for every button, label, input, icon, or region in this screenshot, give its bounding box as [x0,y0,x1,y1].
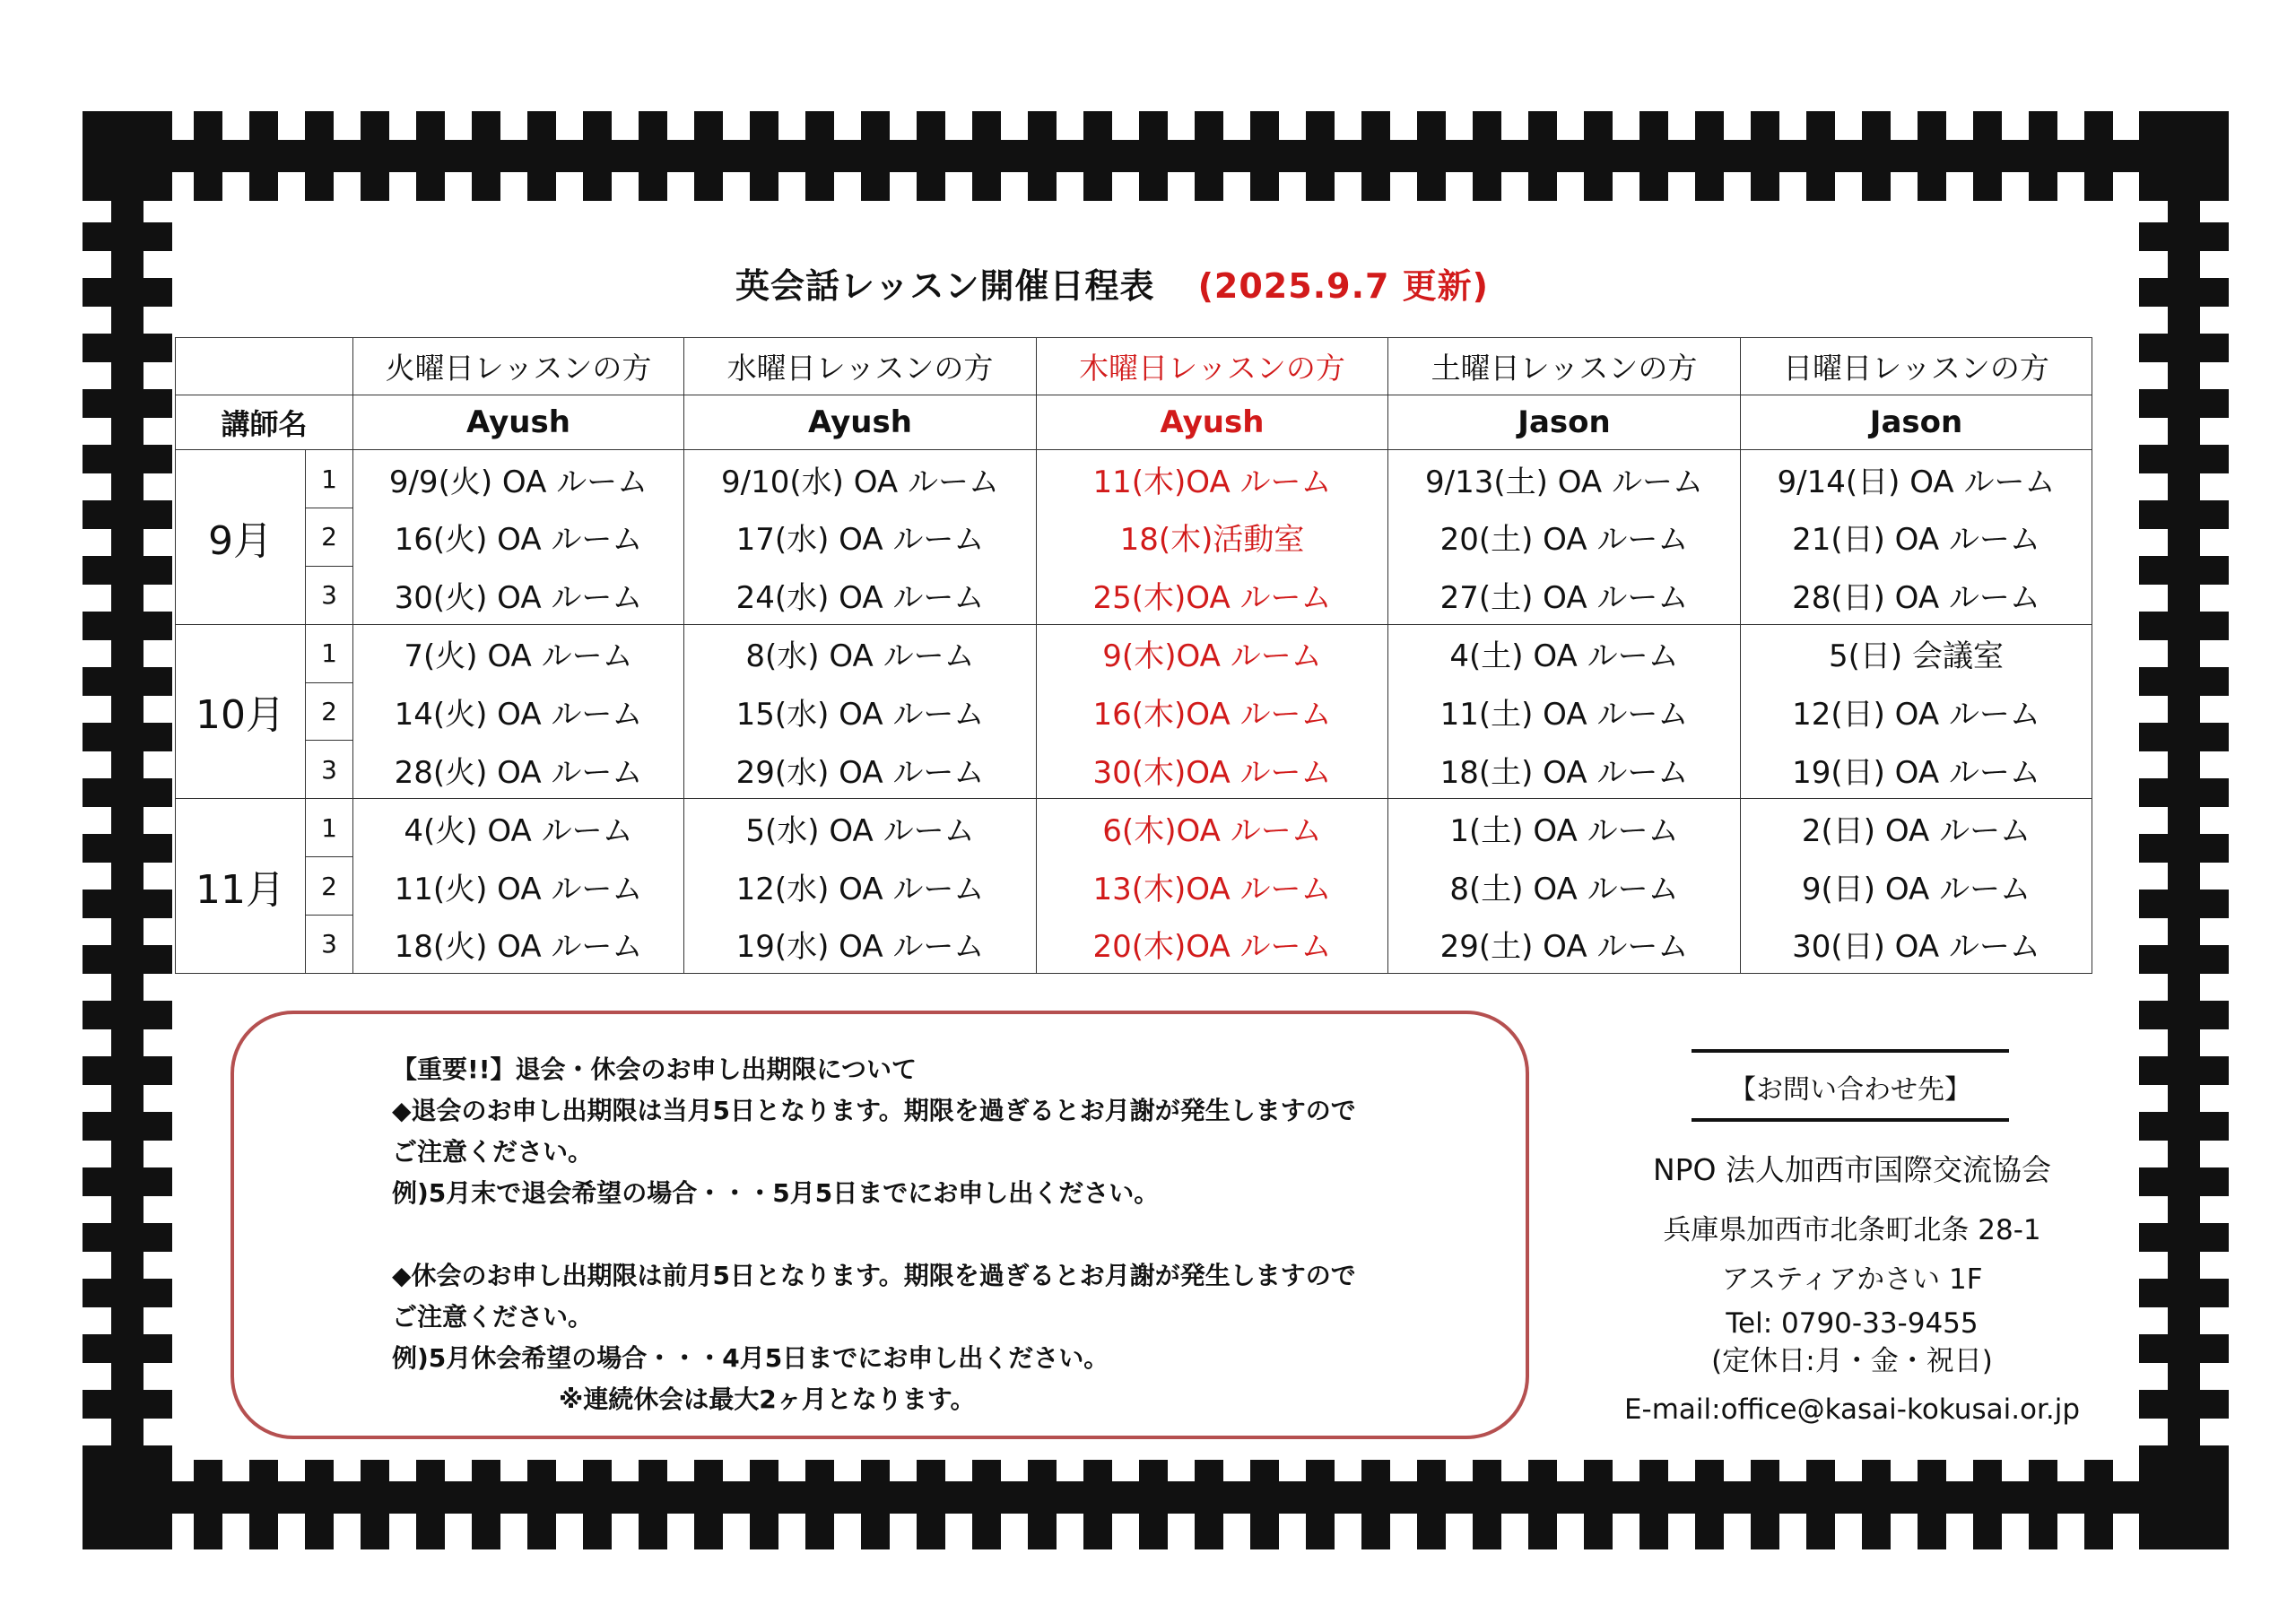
border-tooth-top [1639,111,1668,201]
border-tooth-right [2139,890,2229,918]
lesson-cell-wed: 15(水) OA ルーム [684,682,1037,741]
schedule-row [176,682,2092,741]
border-tooth-right [2139,167,2229,195]
border-bar-bottom [83,1481,2229,1514]
border-tooth-bottom [1695,1460,1724,1549]
day-header-wed: 水曜日レッスンの方 [684,338,1037,395]
border-tooth-bottom [750,1460,778,1549]
week-number: 2 [306,682,353,741]
border-tooth-left [83,1223,172,1252]
schedule-row [176,450,2092,508]
lesson-cell-thu: 30(木)OA ルーム [1037,741,1388,799]
border-tooth-top [1473,111,1501,201]
border-tooth-top [472,111,500,201]
lesson-cell-sat: 18(土) OA ルーム [1388,741,1741,799]
border-tooth-top [805,111,834,201]
lesson-cell-sun: 30(日) OA ルーム [1741,915,2092,973]
border-tooth-bottom [1083,1460,1112,1549]
border-tooth-right [2139,1001,2229,1029]
border-tooth-right [2139,1390,2229,1419]
lesson-cell-thu: 13(木)OA ルーム [1037,857,1388,916]
week-number: 1 [306,799,353,857]
lesson-cell-sat: 27(土) OA ルーム [1388,566,1741,624]
border-tooth-bottom [1528,1460,1557,1549]
border-tooth-right [2139,445,2229,473]
border-tooth-top [2140,111,2169,201]
lesson-cell-thu: 9(木)OA ルーム [1037,624,1388,682]
border-tooth-top [750,111,778,201]
border-tooth-bottom [2196,1460,2224,1549]
border-tooth-right [2139,778,2229,807]
lesson-cell-sat: 1(土) OA ルーム [1388,799,1741,857]
border-tooth-top [1028,111,1057,201]
border-tooth-right [2139,334,2229,362]
border-tooth-right [2139,1445,2229,1474]
border-tooth-top [1973,111,2002,201]
border-tooth-bottom [249,1460,278,1549]
lesson-cell-wed: 5(水) OA ルーム [684,799,1037,857]
lesson-cell-sun: 9(日) OA ルーム [1741,857,2092,916]
border-tooth-top [639,111,667,201]
schedule-row [176,566,2092,624]
header-row [176,338,2092,395]
lesson-cell-wed: 17(水) OA ルーム [684,508,1037,567]
month-label: 11月 [176,799,306,974]
border-tooth-left [83,890,172,918]
border-tooth-left [83,111,172,140]
border-tooth-left [83,723,172,751]
notice-withdraw-example: 例)5月末で退会希望の場合・・・5月5日までにお申し出ください。 [392,1178,1160,1208]
border-bar-top [83,140,2229,172]
border-tooth-left [83,945,172,974]
month-label: 10月 [176,624,306,799]
teacher-tue: Ayush [353,395,684,450]
contact-building: アスティアかさい 1F [1721,1263,1983,1296]
schedule-row [176,915,2092,973]
week-number: 3 [306,741,353,799]
lesson-cell-tue: 28(火) OA ルーム [353,741,684,799]
border-tooth-top [694,111,723,201]
lesson-cell-sun: 9/14(日) OA ルーム [1741,450,2092,508]
border-corner [83,1460,172,1549]
lesson-cell-wed: 29(水) OA ルーム [684,741,1037,799]
border-tooth-right [2139,556,2229,585]
lesson-cell-thu: 6(木)OA ルーム [1037,799,1388,857]
lesson-cell-sun: 2(日) OA ルーム [1741,799,2092,857]
lesson-cell-tue: 4(火) OA ルーム [353,799,684,857]
page-title [0,258,2224,308]
lesson-cell-wed: 9/10(水) OA ルーム [684,450,1037,508]
notice-leave-line-2: ご注意ください。 [392,1302,594,1332]
border-tooth-right [2139,222,2229,251]
month-label: 9月 [176,450,306,625]
schedule-row [176,857,2092,916]
border-tooth-top [1584,111,1613,201]
border-tooth-bottom [1973,1460,2002,1549]
lesson-cell-tue: 18(火) OA ルーム [353,915,684,973]
border-tooth-left [83,500,172,529]
schedule-row [176,624,2092,682]
border-tooth-right [2139,1334,2229,1363]
border-tooth-bottom [1195,1460,1223,1549]
lesson-cell-thu: 16(木)OA ルーム [1037,682,1388,741]
border-tooth-top [2029,111,2057,201]
border-tooth-top [194,111,222,201]
border-tooth-bottom [694,1460,723,1549]
contact-heading: 【お問い合わせ先】 [1729,1074,1971,1106]
border-tooth-top [1195,111,1223,201]
week-number: 1 [306,624,353,682]
border-tooth-bottom [1417,1460,1446,1549]
lesson-cell-sat: 29(土) OA ルーム [1388,915,1741,973]
border-tooth-left [83,222,172,251]
lesson-cell-thu: 18(木)活動室 [1037,508,1388,567]
border-tooth-top [1918,111,1946,201]
lesson-cell-tue: 9/9(火) OA ルーム [353,450,684,508]
lesson-cell-wed: 19(水) OA ルーム [684,915,1037,973]
border-tooth-bottom [2140,1460,2169,1549]
lesson-cell-tue: 16(火) OA ルーム [353,508,684,567]
contact-address: 兵庫県加西市北条町北条 28-1 [1663,1214,2041,1246]
teacher-wed: Ayush [684,395,1037,450]
border-tooth-bottom [472,1460,500,1549]
border-tooth-top [249,111,278,201]
border-tooth-top [1306,111,1335,201]
border-tooth-bottom [194,1460,222,1549]
schedule-table [175,337,2092,974]
lesson-cell-sun: 12(日) OA ルーム [1741,682,2092,741]
lesson-cell-wed: 12(水) OA ルーム [684,857,1037,916]
border-tooth-right [2139,723,2229,751]
border-tooth-left [83,612,172,640]
border-tooth-right [2139,1279,2229,1307]
border-tooth-bottom [861,1460,890,1549]
border-tooth-bottom [583,1460,612,1549]
border-tooth-bottom [1639,1460,1668,1549]
lesson-cell-sat: 8(土) OA ルーム [1388,857,1741,916]
border-tooth-top [1361,111,1390,201]
border-tooth-left [83,389,172,418]
border-tooth-bottom [1139,1460,1168,1549]
schedule-row [176,799,2092,857]
border-tooth-left [83,1279,172,1307]
week-number: 3 [306,566,353,624]
border-tooth-left [83,334,172,362]
lesson-cell-sat: 9/13(土) OA ルーム [1388,450,1741,508]
border-tooth-right [2139,389,2229,418]
border-tooth-bottom [138,1460,167,1549]
border-tooth-bottom [416,1460,445,1549]
lesson-cell-tue: 14(火) OA ルーム [353,682,684,741]
border-tooth-left [83,445,172,473]
notice-withdraw-line-1: ◆退会のお申し出期限は当月5日となります。期限を過ぎるとお月謝が発生しますので [392,1096,1356,1125]
border-tooth-top [1417,111,1446,201]
week-number: 3 [306,915,353,973]
border-corner [83,111,172,201]
border-tooth-bottom [527,1460,556,1549]
lesson-cell-sat: 11(土) OA ルーム [1388,682,1741,741]
teacher-label: 講師名 [176,395,353,450]
notice-leave-example: 例)5月休会希望の場合・・・4月5日までにお申し出ください。 [392,1343,1109,1373]
border-tooth-left [83,1334,172,1363]
border-tooth-left [83,1390,172,1419]
contact-tel: Tel: 0790-33-9455 [1726,1307,1979,1340]
border-tooth-bottom [1028,1460,1057,1549]
border-tooth-top [917,111,945,201]
border-tooth-bottom [1473,1460,1501,1549]
border-tooth-right [2139,945,2229,974]
teacher-row [176,395,2092,450]
lesson-cell-sun: 21(日) OA ルーム [1741,508,2092,567]
lesson-cell-sat: 20(土) OA ルーム [1388,508,1741,567]
border-tooth-left [83,834,172,863]
border-tooth-bottom [2084,1460,2113,1549]
border-tooth-bottom [972,1460,1001,1549]
border-corner [2139,111,2229,201]
border-tooth-bottom [2029,1460,2057,1549]
week-number: 2 [306,857,353,916]
border-tooth-bottom [1306,1460,1335,1549]
notice-withdraw-line-2: ご注意ください。 [392,1137,594,1167]
border-tooth-right [2139,500,2229,529]
border-tooth-top [361,111,389,201]
border-tooth-bottom [917,1460,945,1549]
contact-closed-days: (定休日:月・金・祝日) [1711,1345,1993,1377]
border-tooth-left [83,778,172,807]
border-tooth-right [2139,1501,2229,1530]
border-tooth-left [83,667,172,696]
teacher-sun: Jason [1741,395,2092,450]
border-tooth-right [2139,667,2229,696]
border-tooth-top [2084,111,2113,201]
border-tooth-bottom [805,1460,834,1549]
border-tooth-right [2139,1167,2229,1196]
border-bar-right [2168,111,2200,1549]
border-tooth-top [305,111,334,201]
contact-divider-bottom [1692,1118,2009,1122]
contact-org: NPO 法人加西市国際交流協会 [1652,1152,2052,1187]
notice-leave-limit: ※連続休会は最大2ヶ月となります。 [559,1384,976,1414]
border-tooth-right [2139,834,2229,863]
lesson-cell-tue: 30(火) OA ルーム [353,566,684,624]
lesson-cell-thu: 25(木)OA ルーム [1037,566,1388,624]
border-tooth-top [83,111,111,201]
border-tooth-top [972,111,1001,201]
day-header-thu: 木曜日レッスンの方 [1037,338,1388,395]
border-tooth-top [1695,111,1724,201]
contact-block [1565,1148,2139,1433]
border-tooth-left [83,1112,172,1141]
border-tooth-bottom [1250,1460,1279,1549]
border-tooth-bottom [1862,1460,1891,1549]
day-header-sun: 日曜日レッスンの方 [1741,338,2092,395]
border-tooth-bottom [1584,1460,1613,1549]
lesson-cell-wed: 8(水) OA ルーム [684,624,1037,682]
teacher-thu: Ayush [1037,395,1388,450]
border-tooth-top [1250,111,1279,201]
day-header-sat: 土曜日レッスンの方 [1388,338,1741,395]
border-tooth-top [1751,111,1779,201]
schedule-row [176,508,2092,567]
border-tooth-top [1862,111,1891,201]
notice-heading: 【重要!!】退会・休会のお申し出期限について [392,1055,917,1084]
border-tooth-bottom [639,1460,667,1549]
lesson-cell-sun: 19(日) OA ルーム [1741,741,2092,799]
contact-divider-top [1692,1049,2009,1053]
border-tooth-top [1806,111,1835,201]
border-tooth-bottom [361,1460,389,1549]
border-tooth-top [527,111,556,201]
border-tooth-top [1083,111,1112,201]
border-bar-left [111,111,144,1549]
updated-date: (2025.9.7 更新) [1197,266,1490,306]
border-tooth-left [83,1056,172,1085]
title-text: 英会話レッスン開催日程表 [735,266,1155,306]
schedule-row [176,741,2092,799]
lesson-cell-wed: 24(水) OA ルーム [684,566,1037,624]
border-tooth-right [2139,1223,2229,1252]
border-tooth-bottom [83,1460,111,1549]
border-tooth-right [2139,1056,2229,1085]
border-tooth-left [83,1501,172,1530]
corner-cell [176,338,353,395]
day-header-tue: 火曜日レッスンの方 [353,338,684,395]
border-tooth-top [861,111,890,201]
border-tooth-bottom [1361,1460,1390,1549]
notice-text [392,1049,1522,1420]
border-tooth-top [416,111,445,201]
border-tooth-right [2139,612,2229,640]
lesson-cell-sat: 4(土) OA ルーム [1388,624,1741,682]
border-tooth-left [83,167,172,195]
border-tooth-left [83,556,172,585]
border-tooth-top [138,111,167,201]
teacher-sat: Jason [1388,395,1741,450]
lesson-cell-tue: 7(火) OA ルーム [353,624,684,682]
week-number: 2 [306,508,353,567]
border-tooth-left [83,1001,172,1029]
week-number: 1 [306,450,353,508]
lesson-cell-thu: 20(木)OA ルーム [1037,915,1388,973]
notice-leave-line-1: ◆休会のお申し出期限は前月5日となります。期限を過ぎるとお月謝が発生しますので [392,1261,1356,1290]
border-tooth-top [583,111,612,201]
border-tooth-left [83,1167,172,1196]
border-tooth-top [2196,111,2224,201]
border-tooth-top [1528,111,1557,201]
border-tooth-top [1139,111,1168,201]
border-corner [2139,1460,2229,1549]
border-tooth-left [83,1445,172,1474]
lesson-cell-tue: 11(火) OA ルーム [353,857,684,916]
border-tooth-right [2139,1112,2229,1141]
lesson-cell-sun: 5(日) 会議室 [1741,624,2092,682]
border-tooth-bottom [1751,1460,1779,1549]
border-tooth-bottom [1918,1460,1946,1549]
contact-email[interactable]: E-mail:office@kasai-kokusai.or.jp [1623,1393,2081,1426]
lesson-cell-thu: 11(木)OA ルーム [1037,450,1388,508]
border-tooth-right [2139,111,2229,140]
border-tooth-bottom [1806,1460,1835,1549]
border-tooth-bottom [305,1460,334,1549]
lesson-cell-sun: 28(日) OA ルーム [1741,566,2092,624]
